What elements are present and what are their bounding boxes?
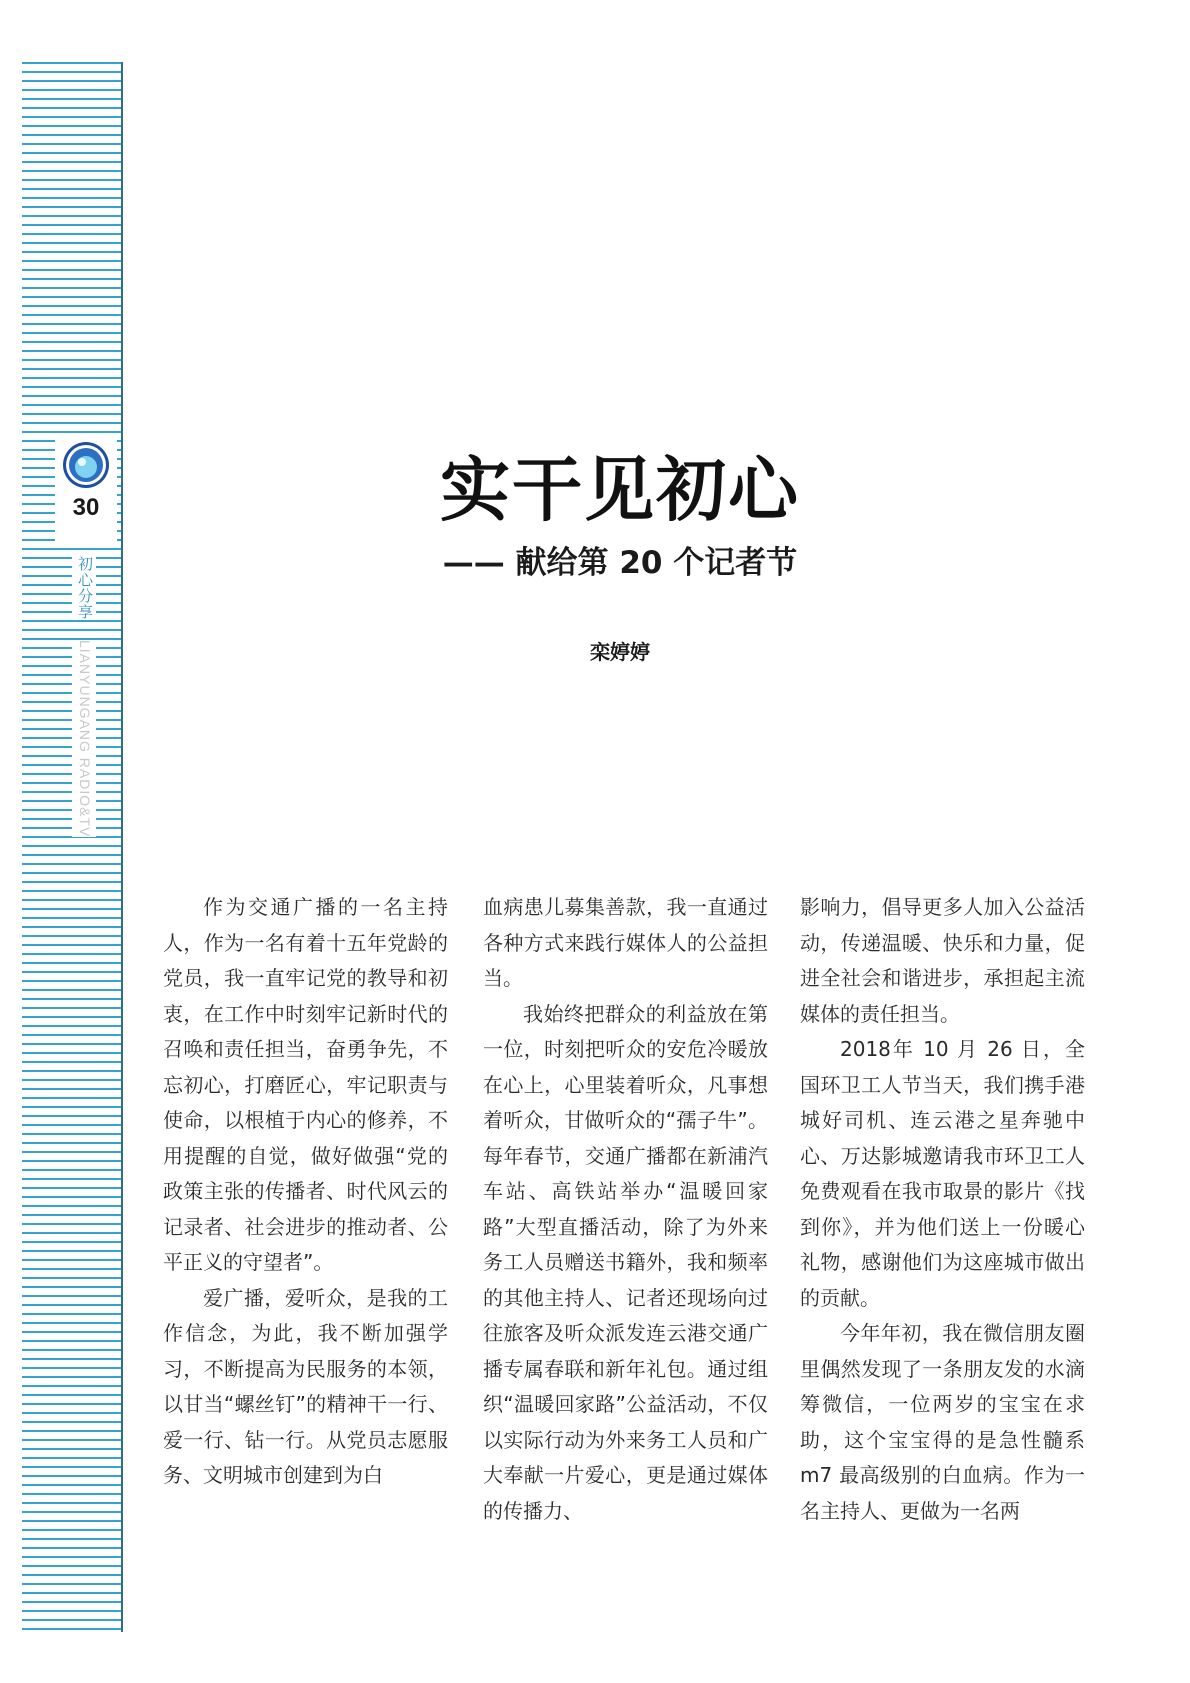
broadcast-logo-icon <box>61 440 111 490</box>
paragraph: 2018年 10 月 26 日，全国环卫工人节当天，我们携手港城好司机、连云港之星奔驰中心、万达影城邀请我市环卫工人免费观看在我市取景的影片《找到你》，并为他们送上一份暖心礼物，感谢他们为这座城市做出的贡献。 <box>800 1037 1085 1310</box>
decorative-stripe-bar <box>22 62 122 1632</box>
stripe-bar-edge <box>121 62 123 1632</box>
section-label: 初心分享 <box>72 556 96 620</box>
paragraph: 爱广播，爱听众，是我的工作信念，为此，我不断加强学习，不断提高为民服务的本领，以甘当“螺丝钉”的精神干一行、爱一行、钻一行。从党员志愿服务、文明城市创建到为白 <box>163 1285 448 1487</box>
paragraph: 血病患儿募集善款，我一直通过各种方式来践行媒体人的公益担当。 <box>483 895 768 990</box>
article-subtitle: —— 献给第 20 个记者节 <box>442 545 798 581</box>
article-column-1 <box>163 890 448 1494</box>
section-english-label: LIANYUNGANG RADIO&TV <box>72 640 96 837</box>
article-title: 实干见初心 <box>440 449 800 531</box>
article-column-3 <box>800 890 1085 1529</box>
page-number: 30 <box>72 494 100 521</box>
paragraph: 作为交通广播的一名主持人，作为一名有着十五年党龄的党员，我一直牢记党的教导和初衷，在工作中时刻牢记新时代的召唤和责任担当，奋勇争先，不忘初心，打磨匠心，牢记职责与使命，以根植于内心的修养，不用提醒的自觉，做好做强“党的政策主张的传播者、时代风云的记录者、社会进步的推动者、公平正义的守望者”。 <box>163 895 448 1274</box>
article-author: 栾婷婷 <box>590 640 650 664</box>
paragraph: 影响力，倡导更多人加入公益活动，传递温暖、快乐和力量，促进全社会和谐进步，承担起主流媒体的责任担当。 <box>800 895 1085 1026</box>
paragraph: 今年年初，我在微信朋友圈里偶然发现了一条朋友发的水滴筹微信，一位两岁的宝宝在求助，这个宝宝得的是急性髓系 m7 最高级别的白血病。作为一名主持人、更做为一名两 <box>800 1321 1085 1523</box>
paragraph: 我始终把群众的利益放在第一位，时刻把听众的安危冷暖放在心上，心里装着听众，凡事想着听众，甘做听众的“孺子牛”。每年春节，交通广播都在新浦汽车站、高铁站举办“温暖回家路”大型直播活动，除了为外来务工人员赠送书籍外，我和频率的其他主持人、记者还现场向过往旅客及听众派发连云港交通广播专属春联和新年礼包。通过组织“温暖回家路”公益活动，不仅以实际行动为外来务工人员和广大奉献一片爱心，更是通过媒体的传播力、 <box>483 1001 768 1523</box>
article-column-2 <box>483 890 768 1529</box>
